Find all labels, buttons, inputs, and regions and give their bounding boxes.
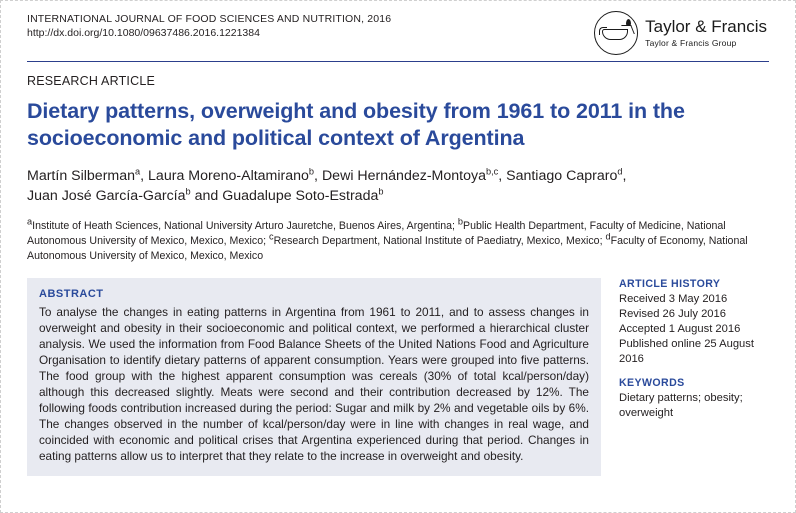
author-separator: , bbox=[498, 167, 507, 184]
publisher-text bbox=[645, 18, 767, 49]
article-history-line: Revised 26 July 2016 bbox=[619, 307, 726, 320]
article-history-line: Received 3 May 2016 bbox=[619, 293, 728, 306]
taylor-francis-lamp-icon bbox=[594, 11, 638, 55]
affiliation-marker: a bbox=[27, 216, 33, 227]
keywords-heading: KEYWORDS bbox=[619, 377, 685, 390]
author-line-2 bbox=[27, 186, 769, 207]
article-type-label: RESEARCH ARTICLE bbox=[27, 74, 156, 88]
publisher-group: Taylor & Francis Group bbox=[645, 38, 737, 49]
affiliation-marker: d bbox=[605, 231, 611, 242]
author-name: Laura Moreno-Altamirano bbox=[148, 167, 309, 184]
author-affiliation-marker: b bbox=[185, 186, 191, 197]
author-affiliation-marker: b bbox=[378, 186, 384, 197]
author-name: Guadalupe Soto-Estrada bbox=[222, 188, 379, 205]
page-title: Dietary patterns, overweight and obesity from 1961 to 2011 in the socioeconomic and political context of Argentina bbox=[27, 99, 685, 150]
affiliation-list bbox=[27, 216, 769, 264]
affiliation-marker: b bbox=[457, 216, 463, 227]
author-separator: , bbox=[140, 167, 149, 184]
abstract-and-meta bbox=[27, 278, 769, 476]
abstract-heading: ABSTRACT bbox=[39, 288, 104, 301]
article-history-line: Accepted 1 August 2016 bbox=[619, 322, 741, 335]
article-history-heading: ARTICLE HISTORY bbox=[619, 278, 721, 291]
header-divider bbox=[27, 61, 769, 62]
author-affiliation-marker: b bbox=[308, 166, 315, 177]
author-separator: and bbox=[190, 188, 223, 205]
author-affiliation-marker: b,c bbox=[485, 166, 499, 177]
author-name: Santiago Capraro bbox=[506, 167, 618, 184]
journal-info bbox=[27, 11, 391, 39]
abstract-box bbox=[27, 278, 601, 476]
affiliation-text: Faculty of Economy, National Autonomous University of Mexico, Mexico, Mexico bbox=[27, 234, 748, 262]
doi-link[interactable]: http://dx.doi.org/10.1080/09637486.2016.1221384 bbox=[27, 27, 260, 39]
page-header bbox=[27, 11, 769, 59]
article-history-line: Published online 25 August 2016 bbox=[619, 337, 754, 365]
affiliation-text: Public Health Department, Faculty of Medicine, National Autonomous University of Mexico, Mexico, Mexico; bbox=[27, 219, 726, 247]
publisher-logo bbox=[594, 11, 769, 55]
author-affiliation-marker: a bbox=[135, 166, 141, 177]
author-name: Dewi Hernández-Montoya bbox=[321, 167, 486, 184]
article-history-lines bbox=[619, 292, 769, 366]
publisher-name: Taylor & Francis bbox=[645, 16, 767, 36]
keywords-text: Dietary patterns; obesity; overweight bbox=[619, 392, 743, 420]
affiliation-text: Research Department, National Institute of Paediatry, Mexico, Mexico; bbox=[273, 234, 606, 247]
author-affiliation-marker: d bbox=[617, 166, 623, 177]
author-name: Juan José García-García bbox=[27, 188, 186, 205]
author-line-1 bbox=[27, 166, 769, 187]
abstract-text: To analyse the changes in eating patterns in Argentina from 1961 to 2011, and to assess changes in overweight and obesity in their socioeconomic and political context, we performed a hierarchical cluster analysis. We used the information from Food Balance Sheets of the United Nations Food and Agriculture Organisation to identify dietary patterns of apparent consumption. Years were grouped into five patterns. The food group with the highest apparent consumption was cereals (30% of total kcal/person/day) although this decreased slightly. Meats were second and their contribution decreased by 12%. The following foods contribution increased during the period: Sugar and milk by 2% and vegetable oils by 6%. The changes observed in the number of kcal/person/day were in line with changes in real wage, and coincided with economic and political crises that Argentina experienced during that period. Changes in eating patterns allow us to interpret that they relate to the increase in overweight and obesity. bbox=[39, 305, 589, 464]
author-name: Martín Silberman bbox=[27, 167, 136, 184]
affiliation-marker: c bbox=[268, 231, 274, 242]
author-separator: , bbox=[622, 167, 627, 184]
article-meta-column bbox=[619, 278, 769, 476]
affiliation-text: Institute of Heath Sciences, National University Arturo Jauretche, Buenos Aires, Argentina; bbox=[32, 219, 458, 232]
journal-title: INTERNATIONAL JOURNAL OF FOOD SCIENCES AND NUTRITION, 2016 bbox=[27, 13, 392, 25]
author-list bbox=[27, 166, 769, 207]
author-separator: , bbox=[314, 167, 322, 184]
